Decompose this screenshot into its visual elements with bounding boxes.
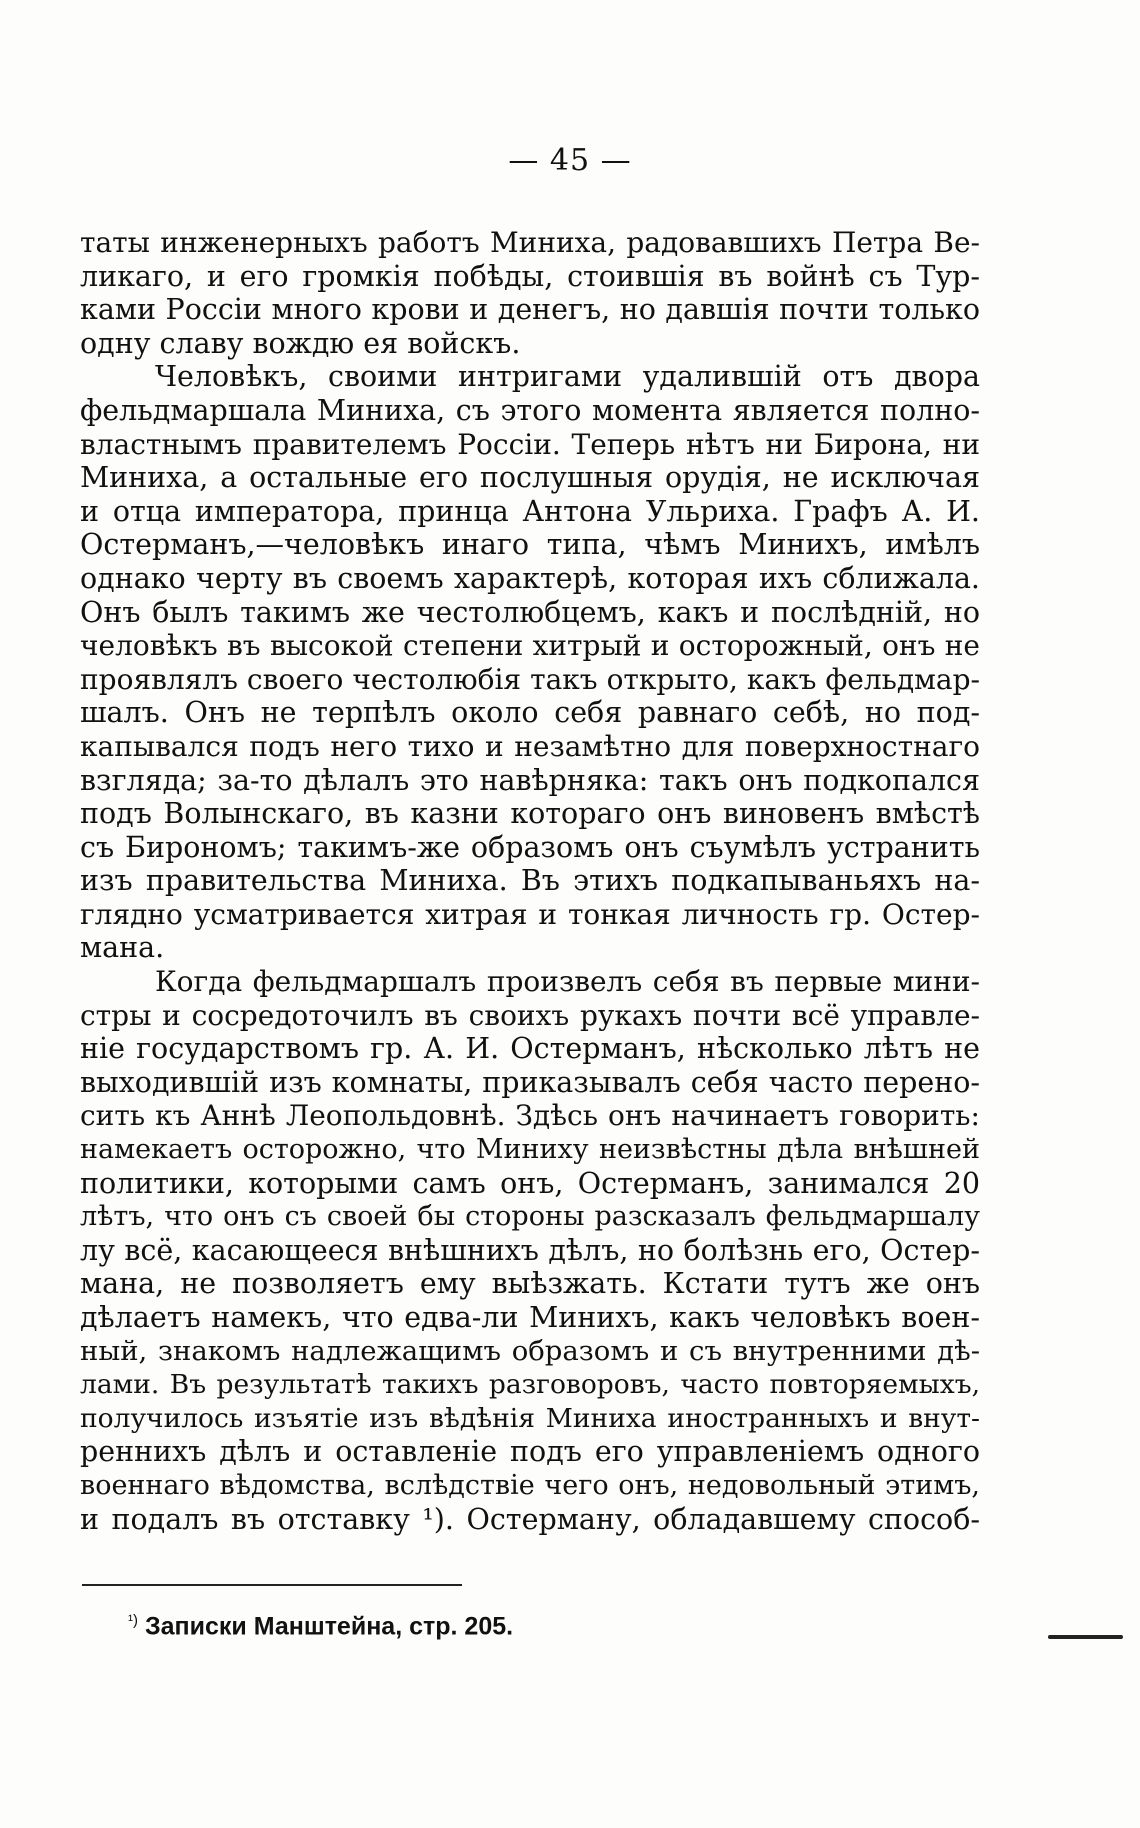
text-line: и подалъ въ отставку ¹). Остерману, обладавшему способ- [80,1502,980,1536]
text-line: капывался подъ него тихо и незамѣтно для поверхностнаго [80,729,980,763]
text-line: лу всё, касающееся внѣшнихъ дѣлъ, но болѣзнь его, Остер- [80,1233,980,1267]
text-line: Когда фельдмаршалъ произвелъ себя въ первые мини- [155,965,980,999]
text-line: выходившій изъ комнаты, приказывалъ себя часто перено- [80,1065,980,1099]
text-line: глядно усматривается хитрая и тонкая личность гр. Остер- [80,897,980,931]
page-number: — 45 — [508,143,632,178]
text-line: подъ Волынскаго, въ казни котораго онъ виновенъ вмѣстѣ [80,797,980,831]
text-line: и отца императора, принца Антона Ульриха. Графъ А. И. [80,494,980,528]
text-line: однако черту въ своемъ характерѣ, которая ихъ сближала. [80,561,980,595]
text-line: изъ правительства Миниха. Въ этихъ подкапываньяхъ на- [80,864,980,898]
text-line: Остерманъ,—человѣкъ инаго типа, чѣмъ Минихъ, имѣлъ [80,528,980,562]
text-line: получилось изъятіе изъ вѣдѣнія Миниха иностранныхъ и внут- [80,1402,980,1434]
text-line: властнымъ правителемъ Россіи. Теперь нѣтъ ни Бирона, ни [80,427,980,461]
text-line: Человѣкъ, своими интригами удалившій отъ двора [155,360,980,394]
text-line: ками Россіи много крови и денегъ, но давшія почти только [80,293,980,327]
text-line: реннихъ дѣлъ и оставленіе подъ его управленіемъ одного [80,1435,980,1469]
text-line: ніе государствомъ гр. А. И. Остерманъ, нѣсколько лѣтъ не [80,1032,980,1066]
text-line: ликаго, и его громкія побѣды, стоившія въ войнѣ съ Тур- [80,259,980,293]
text-line: стры и сосредоточилъ въ своихъ рукахъ почти всё управле- [80,998,980,1032]
text-line: таты инженерныхъ работъ Миниха, радовавшихъ Петра Ве- [80,226,980,259]
text-line: Онъ былъ такимъ же честолюбцемъ, какъ и послѣдній, но [80,595,980,629]
margin-dash-mark [1048,1635,1123,1639]
footnote-text: Записки Манштейна, стр. 205. [144,1612,514,1641]
footnote-marker: ¹) [128,1612,138,1629]
text-line: политики, которыми самъ онъ, Остерманъ, занимался 20 [80,1166,980,1200]
text-line: мана. [80,931,165,965]
text-line: сить къ Аннѣ Леопольдовнѣ. Здѣсь онъ начинаетъ говорить: [80,1099,980,1133]
text-line: военнаго вѣдомства, вслѣдствіе чего онъ, недовольный этимъ, [80,1469,980,1501]
footnote [128,1612,513,1641]
footnote-divider [82,1584,462,1586]
text-line: шалъ. Онъ не терпѣлъ около себя равнаго себѣ, но под- [80,696,980,730]
text-line: Миниха, а остальные его послушныя орудія, не исключая [80,461,980,495]
text-line: дѣлаетъ намекъ, что едва-ли Минихъ, какъ человѣкъ воен- [80,1301,980,1334]
body-text [80,226,980,1536]
text-line: лами. Въ результатѣ такихъ разговоровъ, часто повторяемыхъ, [80,1369,980,1401]
text-line: проявлялъ своего честолюбія такъ открыто, какъ фельдмар- [80,662,980,696]
text-line: одну славу вождю ея войскъ. [80,326,521,360]
text-line: съ Бирономъ; такимъ-же образомъ онъ съумѣлъ устранить [80,830,980,864]
text-line: взгляда; за-то дѣлалъ это навѣрняка: такъ онъ подкопался [80,763,980,797]
text-line: лѣтъ, что онъ съ своей бы стороны разсказалъ фельдмаршалу [80,1201,980,1233]
text-line: человѣкъ въ высокой степени хитрый и осторожный, онъ не [80,629,980,663]
text-line: намекаетъ осторожно, что Миниху неизвѣстны дѣла внѣшней [80,1134,980,1166]
text-line: ный, знакомъ надлежащимъ образомъ и съ внутренними дѣ- [80,1334,980,1367]
text-line: мана, не позволяетъ ему выѣзжать. Кстати тутъ же онъ [80,1267,980,1301]
text-line: фельдмаршала Миниха, съ этого момента является полно- [80,393,980,427]
